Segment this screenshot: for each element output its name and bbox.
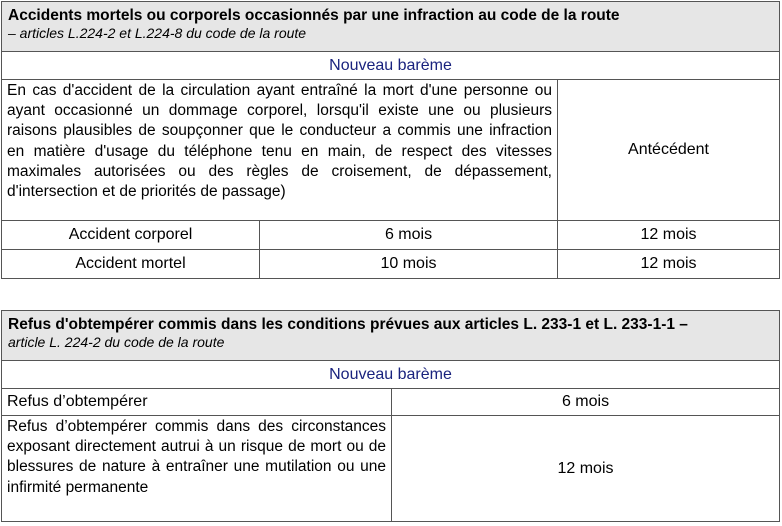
accidents-table-subtitle: – articles L.224-2 et L.224-8 du code de la route	[8, 25, 307, 41]
accidents-table-title: Accidents mortels ou corporels occasionnés par une infraction au code de la route	[8, 7, 620, 24]
refus-table-header	[2, 311, 780, 361]
table-row	[2, 250, 780, 279]
row-antecedent: 12 mois	[558, 221, 780, 250]
row-value: 6 mois	[392, 389, 780, 416]
table-row	[2, 416, 780, 522]
table-row	[2, 221, 780, 250]
refus-bareme-heading: Nouveau barème	[2, 361, 780, 389]
row-label: Accident mortel	[2, 250, 260, 279]
row-label: Accident corporel	[2, 221, 260, 250]
accidents-table	[1, 1, 780, 279]
antecedent-heading: Antécédent	[558, 80, 780, 221]
refus-table-title: Refus d'obtempérer commis dans les conditions prévues aux articles L. 233-1 et L. 233-1-1 –	[8, 316, 688, 333]
row-label: Refus d’obtempérer commis dans des circonstances exposant directement autrui à un risque de mort ou de blessures de nature à entraîner une mutilation ou une infirmité permanente	[2, 416, 392, 522]
table-row	[2, 389, 780, 416]
row-label: Refus d’obtempérer	[2, 389, 392, 416]
accidents-description: En cas d'accident de la circulation ayant entraîné la mort d'une personne ou ayant occasionné un dommage corporel, lorsqu'il existe une ou plusieurs raisons plausibles de soupçonner que le conducteur a commis une infraction en matière d'usage du téléphone tenu en main, de respect des vitesses maximales autorisées ou des règles de croisement, de dépassement, d'intersection et de priorités de passage)	[2, 80, 558, 221]
refus-table-subtitle: article L. 224-2 du code de la route	[8, 334, 225, 350]
row-value: 12 mois	[392, 416, 780, 522]
row-antecedent: 12 mois	[558, 250, 780, 279]
accidents-bareme-heading: Nouveau barème	[2, 52, 780, 80]
refus-obtemperer-table	[1, 310, 780, 522]
row-value: 6 mois	[260, 221, 558, 250]
row-value: 10 mois	[260, 250, 558, 279]
accidents-table-header	[2, 2, 780, 52]
